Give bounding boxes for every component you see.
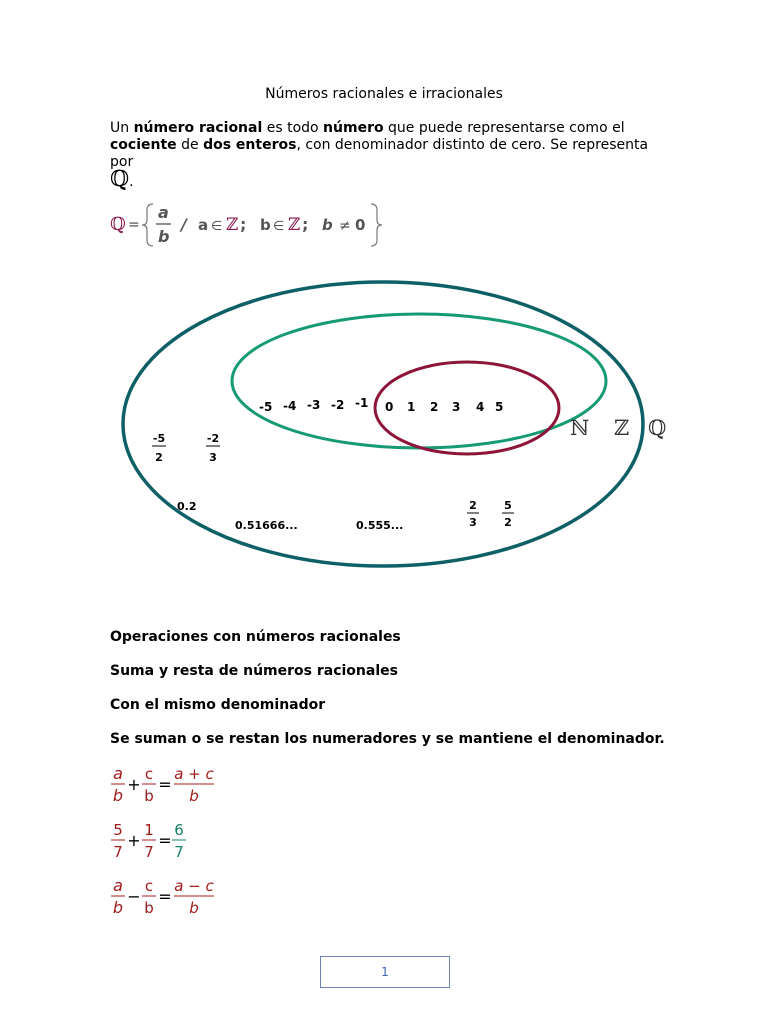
term-quotient: cociente [110,137,177,153]
fraction-denominator: b [158,227,170,246]
fraction-denominator: b [112,786,124,805]
minus-operator: − [127,887,141,906]
rationals-symbol: ℚ [110,167,130,192]
fraction-denominator: b [144,787,154,805]
section-heading: Operaciones con números racionales [110,629,401,645]
fraction-denominator: 3 [209,451,217,464]
natural-number: 3 [452,400,461,414]
fraction-numerator: 5 [504,499,512,512]
fraction-numerator: c [144,765,154,783]
zero: 0 [355,216,366,234]
decimal-number: 0.2 [177,500,197,513]
z-symbol: ℤ [288,215,301,235]
fraction-denominator: 3 [469,516,477,529]
page-number: 1 [320,956,450,988]
fraction-numerator: a [158,203,169,222]
integers-label: ℤ [614,416,630,440]
natural-number: 1 [407,400,416,414]
separator: ; [302,215,309,234]
natural-number: 2 [430,400,439,414]
such-that-slash: / [181,215,187,234]
var-b-italic: b [322,216,333,234]
natural-number: 5 [495,400,504,414]
q-symbol: ℚ [110,214,126,235]
term-two-integers: dos enteros [203,137,297,153]
natural-number: 4 [476,400,485,414]
result-numerator: 6 [174,821,184,839]
var-b: b [260,216,271,234]
negative-integer: -4 [283,399,297,413]
fraction-numerator: 2 [469,499,477,512]
z-symbol: ℤ [226,215,239,235]
negative-integer: -2 [331,398,345,412]
element-of: ∈ [273,219,285,234]
intro-text: , con denominador distinto de cero. Se representa por [110,137,649,170]
fraction-numerator: c [144,877,154,895]
natural-number: 0 [385,400,394,414]
plus-operator: + [127,775,141,794]
naturals-label: ℕ [570,416,590,440]
intro-text: que puede representarse como el [383,120,625,136]
fraction-numerator: -5 [152,432,166,445]
section-heading: Se suman o se restan los numeradores y se mantiene el denominador. [110,731,665,747]
fraction-denominator: 7 [113,843,123,861]
result-denominator: 7 [174,843,184,861]
sum-formula [108,763,238,807]
intro-end: . [129,174,134,190]
page-title: Números racionales e irracionales [265,86,503,102]
var-a: a [198,216,209,234]
fraction-numerator: 5 [113,821,123,839]
decimal-number: 0.51666... [235,519,298,532]
decimal-number: 0.555... [356,519,404,532]
section-heading: Con el mismo denominador [110,697,326,713]
left-brace [142,204,153,246]
term-number: número [323,120,384,136]
fraction-numerator: a [113,876,123,895]
fraction-numerator: 1 [144,821,154,839]
equals-sign: = [128,217,140,233]
equals-sign: = [158,887,172,906]
sum-example-formula [108,819,208,863]
fraction-denominator: 2 [155,451,163,464]
result-numerator: a − c [174,877,214,895]
negative-integer: -3 [307,398,321,412]
rational-set-definition [108,198,398,252]
element-of: ∈ [211,219,223,234]
not-equal: ≠ [339,218,351,234]
rationals-label: ℚ [648,416,667,440]
result-denominator: b [189,787,199,805]
intro-text: Un [110,120,134,136]
separator: ; [240,215,247,234]
right-brace [371,204,382,246]
number-sets-diagram [0,270,768,590]
fraction-numerator: -2 [206,432,220,445]
intro-text: de [176,137,204,153]
result-denominator: b [189,899,199,917]
section-heading: Suma y resta de números racionales [110,663,398,679]
term-rational-number: número racional [133,120,263,136]
negative-integer: -1 [355,396,369,410]
naturals-ellipse [375,362,559,454]
plus-operator: + [127,831,141,850]
result-numerator: a + c [174,765,214,783]
equals-sign: = [158,831,172,850]
intro-text: es todo [262,120,324,136]
fraction-denominator: b [144,899,154,917]
fraction-numerator: a [113,764,123,783]
difference-formula [108,875,238,919]
negative-integer: -5 [259,400,273,414]
fraction-denominator: 2 [504,516,512,529]
equals-sign: = [158,775,172,794]
intro-paragraph [110,120,670,191]
fraction-denominator: b [112,898,124,917]
fraction-denominator: 7 [144,843,154,861]
